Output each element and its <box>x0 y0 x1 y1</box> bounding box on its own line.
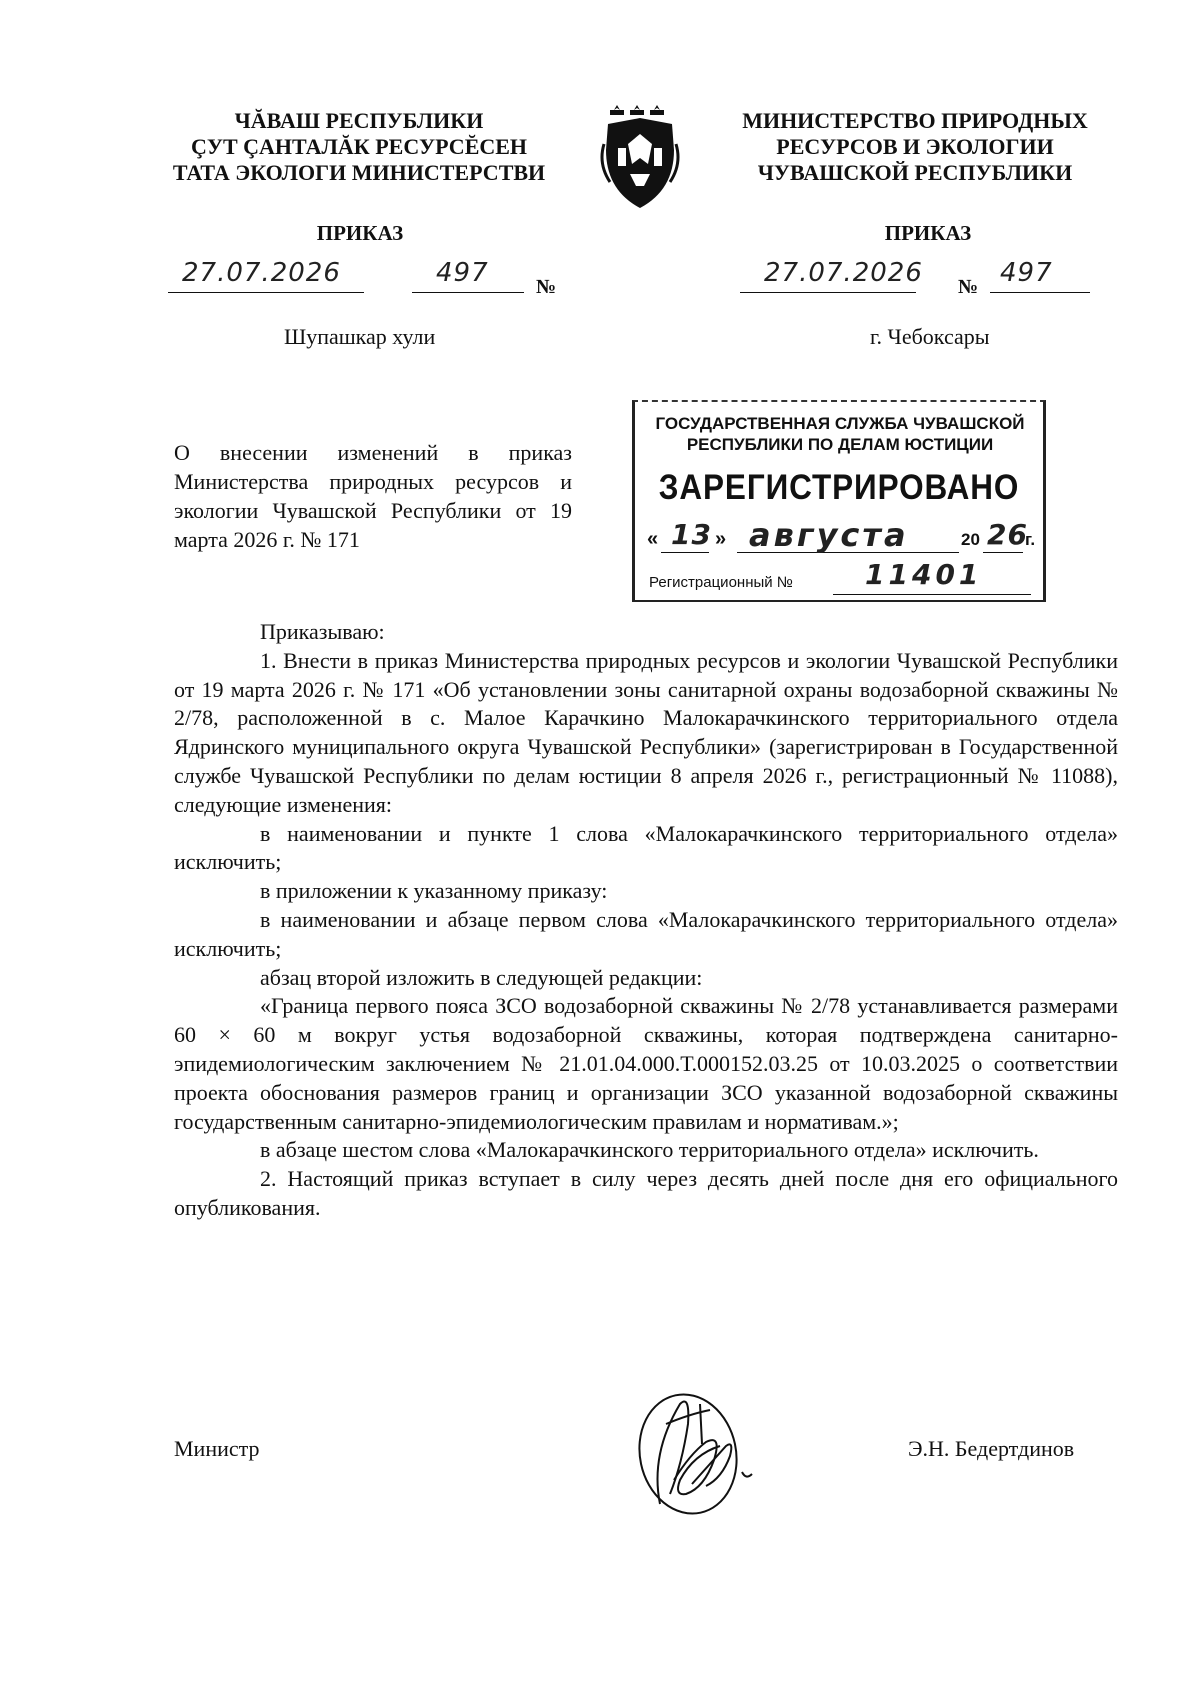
order-paragraph-7: в абзаце шестом слова «Малокарачкинского территориального отдела» исключить. <box>260 1137 1039 1163</box>
order-paragraph-5: абзац второй изложить в следующей редакции: <box>260 964 703 990</box>
header-left-line-1: ЧĂВАШ РЕСПУБЛИКИ <box>234 108 484 133</box>
left-number-handwritten: 497 <box>436 258 489 288</box>
right-date-handwritten: 27.07.2026 <box>764 258 923 288</box>
header-right-line-3: ЧУВАШСКОЙ РЕСПУБЛИКИ <box>757 160 1073 185</box>
left-number-sign: № <box>536 276 557 298</box>
order-intro: Приказываю: <box>260 619 385 644</box>
handwritten-signature <box>630 1384 760 1520</box>
stamp-date-row <box>645 516 1041 554</box>
stamp-quote-open: « <box>647 528 659 550</box>
header-right-org <box>720 108 1110 186</box>
header-right-line-1: МИНИСТЕРСТВО ПРИРОДНЫХ <box>742 108 1088 133</box>
header-left-line-2: ÇУТ ÇАНТАЛĂК РЕСУРСĔСЕН <box>190 134 528 159</box>
left-prikaz-title: ПРИКАЗ <box>316 221 404 245</box>
right-number-field <box>990 258 1090 293</box>
left-place: Шупашкар хули <box>284 324 436 349</box>
order-body <box>174 618 1118 1223</box>
header-left-org <box>150 108 568 186</box>
stamp-line-1: ГОСУДАРСТВЕННАЯ СЛУЖБА ЧУВАШСКОЙ <box>655 414 1025 433</box>
right-place: г. Чебоксары <box>870 324 990 349</box>
order-paragraph-1: 1. Внести в приказ Министерства природных ресурсов и экологии Чувашской Республики от 19 марта 2026 г. № 171 «Об установлении зоны санитарной охраны водозаборной скважины № 2/78, расположенной в с. Малое Карачкино Малокарачкинского территориального отдела Ядринского муниципального округа Чувашской Республики» (зарегистрирован в Государственной службе Чувашской Республики по делам юстиции 8 апреля 2026 г., регистрационный № 11088), следующие изменения: <box>174 647 1118 817</box>
right-number-handwritten: 497 <box>1000 258 1053 288</box>
order-paragraph-3: в приложении к указанному приказу: <box>260 878 608 904</box>
signer-position: Министр <box>174 1436 260 1461</box>
order-paragraph-2: в наименовании и пункте 1 слова «Малокарачкинского территориального отдела» исключить; <box>174 820 1118 875</box>
right-prikaz-title: ПРИКАЗ <box>884 221 972 245</box>
right-date-field <box>740 258 923 293</box>
document-subject: О внесении изменений в приказ Министерства природных ресурсов и экологии Чувашской Республики от 19 марта 2026 г. № 171 <box>174 440 572 552</box>
header-right-line-2: РЕСУРСОВ И ЭКОЛОГИИ <box>776 134 1054 159</box>
coat-of-arms-emblem <box>600 104 680 212</box>
stamp-reg-handwritten: 11401 <box>865 558 983 591</box>
signer-name: Э.Н. Бедертдинов <box>908 1436 1075 1461</box>
left-number-field <box>412 258 524 293</box>
header-left-line-3: ТАТА ЭКОЛОГИ МИНИСТЕРСТВИ <box>172 160 546 185</box>
stamp-reg-row <box>649 558 1039 596</box>
registration-stamp <box>632 400 1046 602</box>
left-date-field <box>168 258 364 293</box>
stamp-year-prefix: 20 <box>961 530 980 549</box>
stamp-quote-close: » <box>715 528 727 550</box>
stamp-year-unit: г. <box>1025 530 1036 549</box>
stamp-day-handwritten: 13 <box>671 518 712 551</box>
order-paragraph-8: 2. Настоящий приказ вступает в силу через десять дней после дня его официального опубликования. <box>174 1166 1118 1220</box>
left-date-handwritten: 27.07.2026 <box>182 258 341 288</box>
stamp-reg-label: Регистрационный № <box>649 574 793 591</box>
order-paragraph-4: в наименовании и абзаце первом слова «Малокарачкинского территориального отдела» исключить; <box>174 906 1118 961</box>
stamp-year-handwritten: 26 <box>987 518 1028 551</box>
stamp-month-handwritten: августа <box>749 516 909 554</box>
stamp-line-2: РЕСПУБЛИКИ ПО ДЕЛАМ ЮСТИЦИИ <box>686 435 994 454</box>
order-paragraph-6: «Граница первого пояса ЗСО водозаборной скважины № 2/78 устанавливается размерами 60 × 60 м вокруг устья водозаборной скважины, которая подтверждена санитарно-эпидемиологическим заключением № 21.01.04.000.Т.000152.03.25 от 10.03.2025 о соответствии проекта обоснования размеров границ и организации ЗСО указанной водозаборной скважины государственным санитарно-эпидемиологическим правилам и нормативам.»; <box>174 993 1118 1134</box>
stamp-title: ЗАРЕГИСТРИРОВАНО <box>658 468 1020 507</box>
right-number-sign: № <box>958 276 979 298</box>
